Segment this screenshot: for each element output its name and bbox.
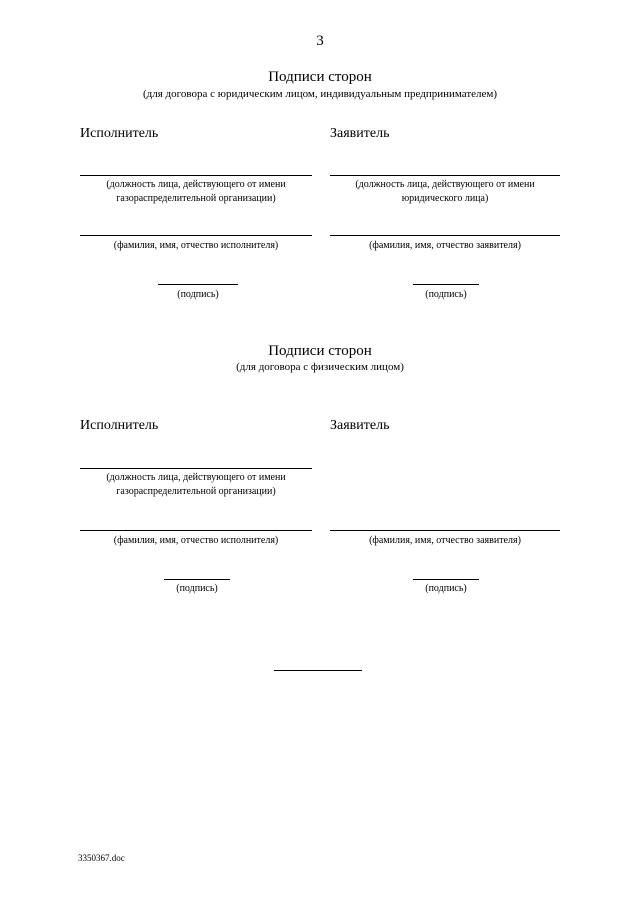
applicant-position-caption-legal xyxy=(330,178,560,206)
executor-position-caption-line1: (должность лица, действующего от имени xyxy=(106,179,286,190)
section-subtitle-legal: (для договора с юридическим лицом, индивидуальным предпринимателем) xyxy=(142,88,498,100)
executor-name-line-individual xyxy=(80,530,312,531)
executor-name-line-legal xyxy=(80,235,312,236)
executor-position-caption-line2: газораспределительной организации) xyxy=(116,486,276,497)
applicant-heading-individual: Заявитель xyxy=(330,418,390,433)
section-title-individual: Подписи сторон xyxy=(268,343,372,359)
applicant-heading-legal: Заявитель xyxy=(330,126,390,141)
applicant-position-caption-line2: юридического лица) xyxy=(401,193,489,204)
executor-position-caption-legal xyxy=(80,178,312,206)
end-divider xyxy=(274,670,362,671)
page-number: 3 xyxy=(316,33,324,49)
executor-signature-caption-individual: (подпись) xyxy=(176,583,218,594)
applicant-position-line-legal xyxy=(330,175,560,176)
applicant-name-line-individual xyxy=(330,530,560,531)
section-title-legal: Подписи сторон xyxy=(268,69,372,85)
applicant-name-line-legal xyxy=(330,235,560,236)
executor-position-line-legal xyxy=(80,175,312,176)
executor-position-caption-line1: (должность лица, действующего от имени xyxy=(106,472,286,483)
section-subtitle-individual: (для договора с физическим лицом) xyxy=(236,361,404,373)
applicant-name-caption-individual: (фамилия, имя, отчество заявителя) xyxy=(369,535,521,546)
executor-heading-individual: Исполнитель xyxy=(80,418,159,433)
applicant-name-caption-legal: (фамилия, имя, отчество заявителя) xyxy=(369,240,521,251)
executor-signature-line-individual xyxy=(164,579,230,580)
executor-position-caption-individual xyxy=(80,471,312,499)
executor-signature-caption-legal: (подпись) xyxy=(177,289,219,300)
executor-position-caption-line2: газораспределительной организации) xyxy=(116,193,276,204)
executor-heading-legal: Исполнитель xyxy=(80,126,159,141)
executor-position-line-individual xyxy=(80,468,312,469)
applicant-signature-caption-legal: (подпись) xyxy=(425,289,467,300)
applicant-position-caption-line1: (должность лица, действующего от имени xyxy=(355,179,535,190)
executor-name-caption-legal: (фамилия, имя, отчество исполнителя) xyxy=(113,240,279,251)
executor-name-caption-individual: (фамилия, имя, отчество исполнителя) xyxy=(113,535,279,546)
applicant-signature-caption-individual: (подпись) xyxy=(425,583,467,594)
document-code: 3350367.doc xyxy=(78,853,125,863)
executor-signature-line-legal xyxy=(158,284,238,285)
applicant-signature-line-legal xyxy=(413,284,479,285)
applicant-signature-line-individual xyxy=(413,579,479,580)
